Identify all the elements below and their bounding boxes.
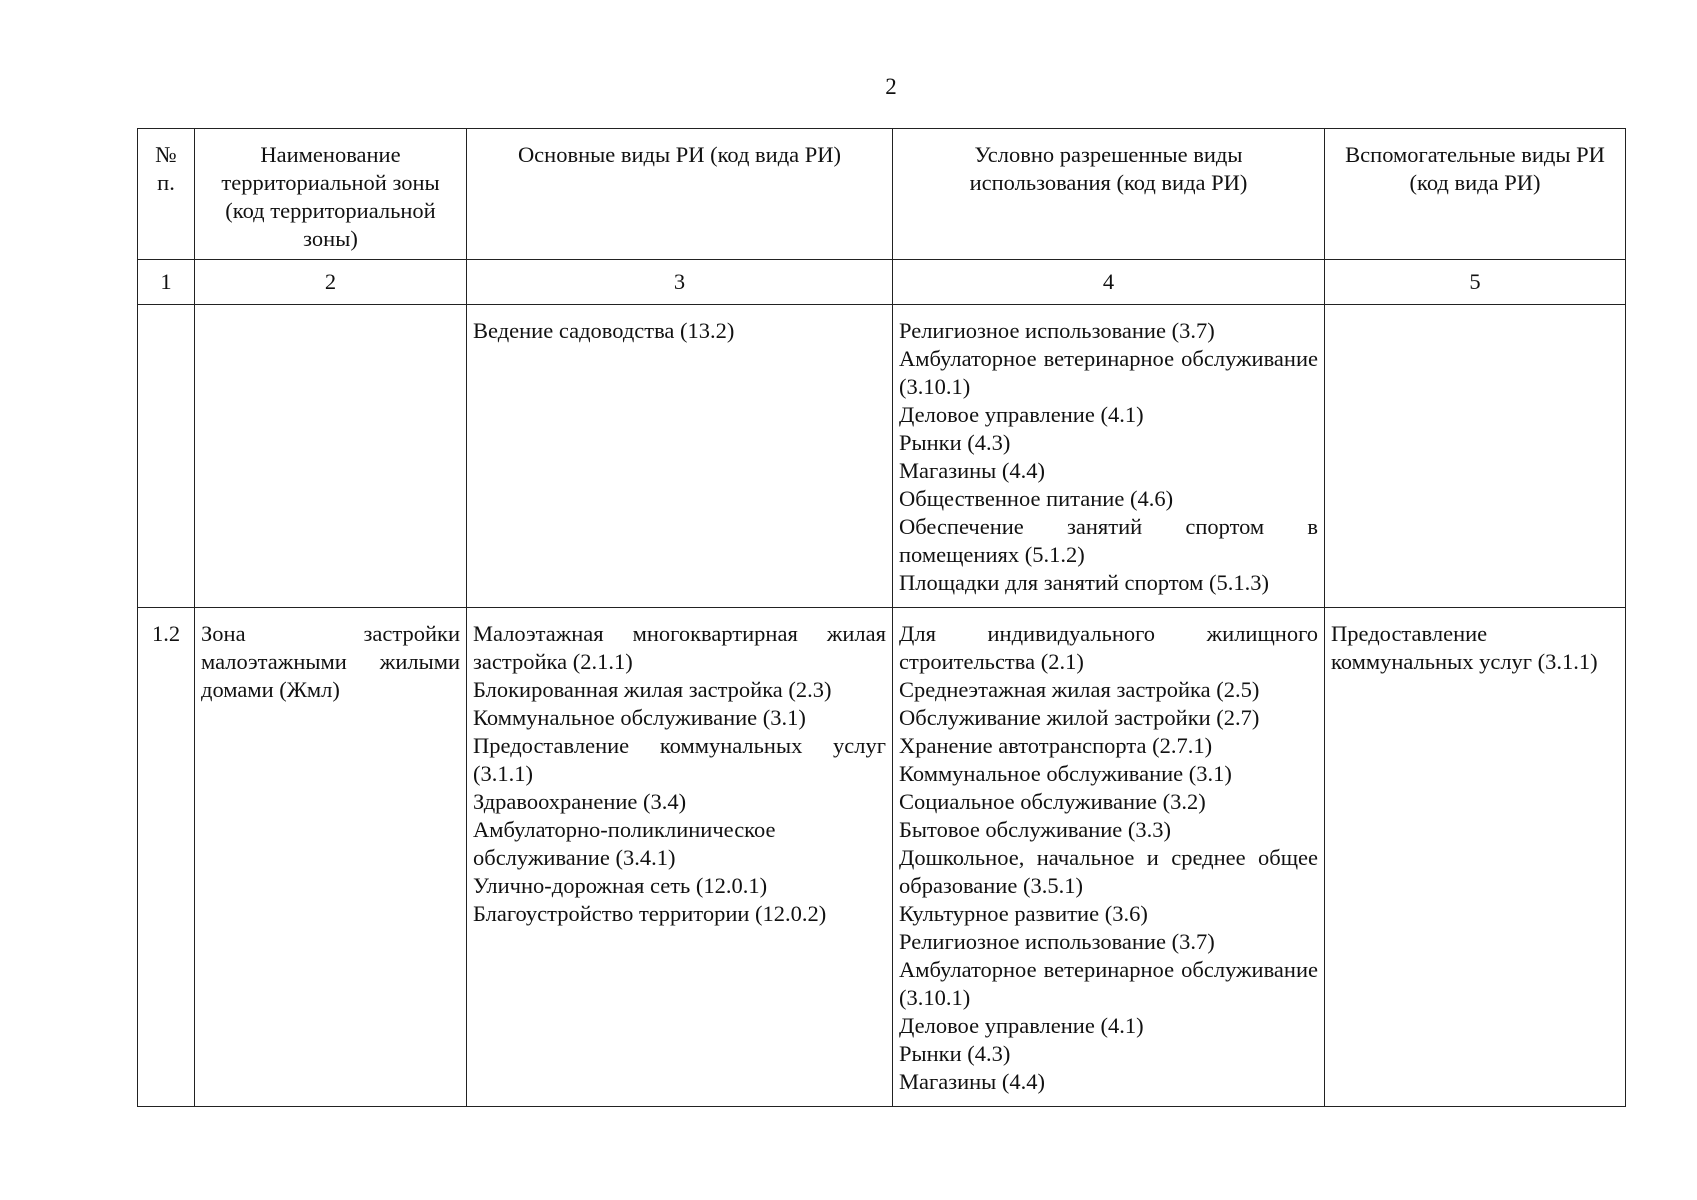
column-number: 4: [893, 260, 1325, 305]
conditional-use-item: Религиозное использование (3.7): [899, 929, 1215, 954]
main-use-item: Коммунальное обслуживание (3.1): [473, 705, 806, 730]
header-cell-conditional-uses: Условно разрешенные виды использования (код вида РИ): [893, 129, 1325, 260]
zones-table: [137, 128, 1626, 1107]
page-number: 2: [885, 74, 897, 99]
conditional-use-item: Магазины (4.4): [899, 1069, 1046, 1094]
conditional-use-item: Рынки (4.3): [899, 430, 1011, 455]
conditional-use-item: Культурное развитие (3.6): [899, 901, 1148, 926]
conditional-use-item: Религиозное использование (3.7): [899, 318, 1215, 343]
header-cell-main-uses: Основные виды РИ (код вида РИ): [467, 129, 893, 260]
column-number: 3: [467, 260, 893, 305]
row-number-cell: [138, 305, 195, 608]
conditional-use-item: Обслуживание жилой застройки (2.7): [899, 705, 1260, 730]
main-use-item: Улично-дорожная сеть (12.0.1): [473, 873, 768, 898]
column-numbers-row: [138, 260, 1626, 305]
header-cell-zone-name: Наименование территориальной зоны (код территориальной зоны): [195, 129, 467, 260]
conditional-use-item: Общественное питание (4.6): [899, 486, 1174, 511]
main-use-item: Амбулаторно-поликлиническое обслуживание (3.4.1): [473, 817, 776, 870]
table-row: [138, 305, 1626, 608]
column-number: 2: [195, 260, 467, 305]
header-cell-number: № п.: [138, 129, 195, 260]
conditional-use-item: Деловое управление (4.1): [899, 402, 1144, 427]
column-number: 1: [138, 260, 195, 305]
main-use-item: Благоустройство территории (12.0.2): [473, 901, 827, 926]
conditional-use-item: Хранение автотранспорта (2.7.1): [899, 733, 1213, 758]
conditional-use-item: Амбулаторное ветеринарное обслуживание (3.10.1): [899, 346, 1318, 399]
conditional-use-item: Дошкольное, начальное и среднее общее образование (3.5.1): [899, 845, 1318, 898]
conditional-use-item: Коммунальное обслуживание (3.1): [899, 761, 1232, 786]
conditional-uses-cell: [893, 305, 1325, 608]
conditional-use-item: Магазины (4.4): [899, 458, 1046, 483]
conditional-uses-cell: [893, 608, 1325, 1107]
zone-name-cell: [195, 305, 467, 608]
header-cell-auxiliary-uses: Вспомогательные виды РИ (код вида РИ): [1325, 129, 1626, 260]
main-use-item: Предоставление коммунальных услуг (3.1.1): [473, 733, 886, 786]
table-header-row: [138, 129, 1626, 260]
zone-name-cell: [195, 608, 467, 1107]
auxiliary-use-item: Предоставление коммунальных услуг (3.1.1): [1331, 621, 1598, 674]
auxiliary-uses-cell: [1325, 608, 1626, 1107]
conditional-use-item: Среднеэтажная жилая застройка (2.5): [899, 677, 1260, 702]
main-use-item: Малоэтажная многоквартирная жилая застройка (2.1.1): [473, 621, 886, 674]
conditional-use-item: Рынки (4.3): [899, 1041, 1011, 1066]
main-uses-cell: [467, 608, 893, 1107]
main-uses-cell: [467, 305, 893, 608]
table-row: [138, 608, 1626, 1107]
main-use-item: Блокированная жилая застройка (2.3): [473, 677, 832, 702]
conditional-use-item: Бытовое обслуживание (3.3): [899, 817, 1171, 842]
conditional-use-item: Деловое управление (4.1): [899, 1013, 1144, 1038]
zone-name-text: Зона застройки малоэтажными жилыми домами (Жмл): [201, 621, 460, 702]
conditional-use-item: Социальное обслуживание (3.2): [899, 789, 1206, 814]
conditional-use-item: Амбулаторное ветеринарное обслуживание (3.10.1): [899, 957, 1318, 1010]
conditional-use-item: Площадки для занятий спортом (5.1.3): [899, 570, 1269, 595]
main-use-item: Ведение садоводства (13.2): [473, 318, 735, 343]
conditional-use-item: Обеспечение занятий спортом в помещениях (5.1.2): [899, 514, 1318, 567]
auxiliary-uses-cell: [1325, 305, 1626, 608]
main-use-item: Здравоохранение (3.4): [473, 789, 687, 814]
conditional-use-item: Для индивидуального жилищного строительства (2.1): [899, 621, 1318, 674]
row-number-cell: 1.2: [138, 608, 195, 1107]
column-number: 5: [1325, 260, 1626, 305]
